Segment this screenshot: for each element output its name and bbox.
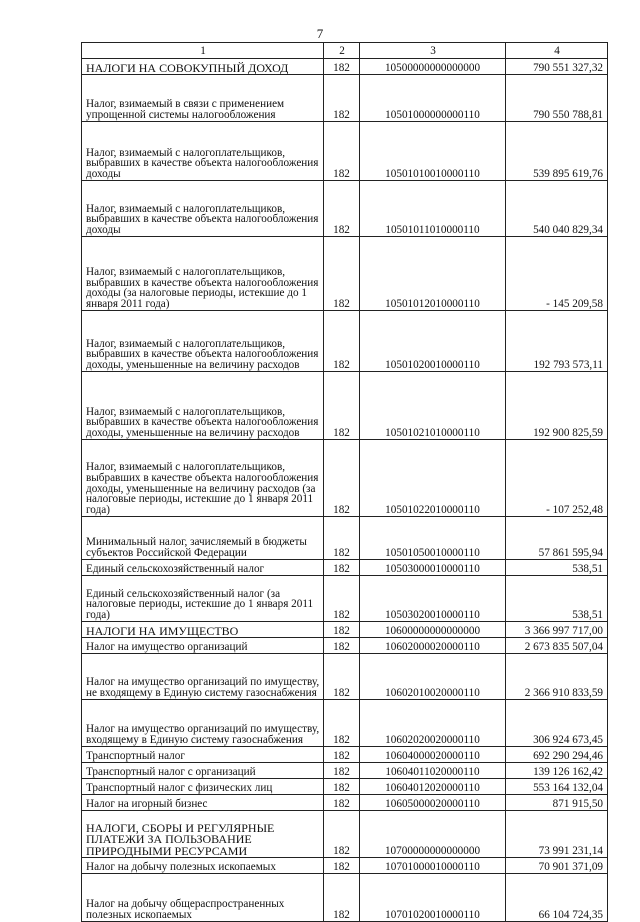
- row-amount: 73 991 231,14: [506, 811, 608, 858]
- header-col-4: 4: [506, 43, 608, 59]
- row-admin-code: 182: [324, 654, 360, 700]
- row-budget-code: 10604000020000110: [360, 747, 506, 763]
- row-admin-code: 182: [324, 311, 360, 372]
- row-amount: 192 900 825,59: [506, 372, 608, 440]
- table-row: [82, 779, 608, 795]
- row-name: Налог на имущество организаций по имуществу, не входящему в Единую систему газоснабжения: [82, 654, 324, 700]
- row-admin-code: 182: [324, 576, 360, 622]
- table-row: [82, 858, 608, 874]
- row-amount: 3 366 997 717,00: [506, 622, 608, 638]
- row-amount: 540 040 829,34: [506, 181, 608, 237]
- row-budget-code: 10602000020000110: [360, 638, 506, 654]
- row-name: НАЛОГИ НА СОВОКУПНЫЙ ДОХОД: [82, 59, 324, 75]
- row-admin-code: 182: [324, 779, 360, 795]
- row-budget-code: 10501022010000110: [360, 440, 506, 517]
- row-budget-code: 10503000010000110: [360, 560, 506, 576]
- row-name: Налог, взимаемый в связи с применением упрощенной системы налогообложения: [82, 75, 324, 122]
- row-name: Налог, взимаемый с налогоплательщиков, выбравших в качестве объекта налогообложения доходы: [82, 122, 324, 181]
- row-admin-code: 182: [324, 181, 360, 237]
- table-row: [82, 700, 608, 747]
- row-budget-code: 10605000020000110: [360, 795, 506, 811]
- row-amount: 553 164 132,04: [506, 779, 608, 795]
- row-admin-code: 182: [324, 560, 360, 576]
- row-budget-code: 10501011010000110: [360, 181, 506, 237]
- row-amount: 790 550 788,81: [506, 75, 608, 122]
- row-admin-code: 182: [324, 763, 360, 779]
- table-row: [82, 122, 608, 181]
- table-row: [82, 874, 608, 922]
- row-name: Единый сельскохозяйственный налог: [82, 560, 324, 576]
- table-row: [82, 747, 608, 763]
- table-row: [82, 311, 608, 372]
- table-row: [82, 811, 608, 858]
- row-name: Транспортный налог с организаций: [82, 763, 324, 779]
- row-amount: 57 861 595,94: [506, 517, 608, 560]
- row-name: Транспортный налог с физических лиц: [82, 779, 324, 795]
- table-row: [82, 763, 608, 779]
- row-budget-code: 10701000010000110: [360, 858, 506, 874]
- row-name: Налог на добычу полезных ископаемых: [82, 858, 324, 874]
- row-admin-code: 182: [324, 75, 360, 122]
- row-admin-code: 182: [324, 795, 360, 811]
- row-admin-code: 182: [324, 440, 360, 517]
- row-budget-code: 10501050010000110: [360, 517, 506, 560]
- row-name: Налог, взимаемый с налогоплательщиков, выбравших в качестве объекта налогообложения доходы, уменьшенные на величину расходов: [82, 372, 324, 440]
- row-amount: - 145 209,58: [506, 237, 608, 311]
- table-row: [82, 622, 608, 638]
- table-row: [82, 181, 608, 237]
- header-col-1: 1: [82, 43, 324, 59]
- row-budget-code: 10501000000000110: [360, 75, 506, 122]
- table-row: [82, 372, 608, 440]
- row-budget-code: 10501012010000110: [360, 237, 506, 311]
- row-admin-code: 182: [324, 858, 360, 874]
- row-amount: 306 924 673,45: [506, 700, 608, 747]
- row-name: Налог на добычу общераспространенных полезных ископаемых: [82, 874, 324, 922]
- row-admin-code: 182: [324, 372, 360, 440]
- revenue-table: [81, 42, 608, 922]
- table-header-row: [82, 43, 608, 59]
- row-name: НАЛОГИ НА ИМУЩЕСТВО: [82, 622, 324, 638]
- row-amount: 2 673 835 507,04: [506, 638, 608, 654]
- row-admin-code: 182: [324, 517, 360, 560]
- row-budget-code: 10602010020000110: [360, 654, 506, 700]
- row-name: Налог, взимаемый с налогоплательщиков, выбравших в качестве объекта налогообложения доходы, уменьшенные на величину расходов: [82, 311, 324, 372]
- table-row: [82, 654, 608, 700]
- row-budget-code: 10701020010000110: [360, 874, 506, 922]
- row-name: Налог, взимаемый с налогоплательщиков, выбравших в качестве объекта налогообложения доходы: [82, 181, 324, 237]
- table-row: [82, 440, 608, 517]
- table-row: [82, 75, 608, 122]
- row-name: Транспортный налог: [82, 747, 324, 763]
- row-admin-code: 182: [324, 622, 360, 638]
- row-name: Единый сельскохозяйственный налог (за налоговые периоды, истекшие до 1 января 2011 года): [82, 576, 324, 622]
- row-amount: 192 793 573,11: [506, 311, 608, 372]
- page-number: 7: [316, 26, 324, 41]
- row-amount: 70 901 371,09: [506, 858, 608, 874]
- table-row: [82, 576, 608, 622]
- row-budget-code: 10604011020000110: [360, 763, 506, 779]
- row-amount: 539 895 619,76: [506, 122, 608, 181]
- row-budget-code: 10501020010000110: [360, 311, 506, 372]
- row-name: Налог на игорный бизнес: [82, 795, 324, 811]
- row-admin-code: 182: [324, 747, 360, 763]
- row-name: Налог, взимаемый с налогоплательщиков, выбравших в качестве объекта налогообложения доходы (за налоговые периоды, истекшие до 1 января 2011 года): [82, 237, 324, 311]
- row-budget-code: 10503020010000110: [360, 576, 506, 622]
- row-amount: 2 366 910 833,59: [506, 654, 608, 700]
- row-admin-code: 182: [324, 874, 360, 922]
- row-amount: 692 290 294,46: [506, 747, 608, 763]
- row-budget-code: 10501010010000110: [360, 122, 506, 181]
- row-amount: 538,51: [506, 560, 608, 576]
- row-admin-code: 182: [324, 638, 360, 654]
- table-row: [82, 237, 608, 311]
- table-row: [82, 59, 608, 75]
- row-amount: 139 126 162,42: [506, 763, 608, 779]
- row-budget-code: 10501021010000110: [360, 372, 506, 440]
- row-budget-code: 10604012020000110: [360, 779, 506, 795]
- header-col-2: 2: [324, 43, 360, 59]
- row-amount: 66 104 724,35: [506, 874, 608, 922]
- table-row: [82, 638, 608, 654]
- row-budget-code: 10602020020000110: [360, 700, 506, 747]
- table-row: [82, 560, 608, 576]
- row-amount: - 107 252,48: [506, 440, 608, 517]
- row-budget-code: 10600000000000000: [360, 622, 506, 638]
- row-name: Налог на имущество организаций по имуществу, входящему в Единую систему газоснабжения: [82, 700, 324, 747]
- row-name: Налог на имущество организаций: [82, 638, 324, 654]
- row-budget-code: 10500000000000000: [360, 59, 506, 75]
- row-admin-code: 182: [324, 59, 360, 75]
- row-admin-code: 182: [324, 237, 360, 311]
- row-admin-code: 182: [324, 811, 360, 858]
- header-col-3: 3: [360, 43, 506, 59]
- row-admin-code: 182: [324, 700, 360, 747]
- row-name: Налог, взимаемый с налогоплательщиков, выбравших в качестве объекта налогообложения доходы, уменьшенные на величину расходов (за налоговые периоды, истекшие до 1 января 2011 года): [82, 440, 324, 517]
- row-name: НАЛОГИ, СБОРЫ И РЕГУЛЯРНЫЕ ПЛАТЕЖИ ЗА ПОЛЬЗОВАНИЕ ПРИРОДНЫМИ РЕСУРСАМИ: [82, 811, 324, 858]
- table-row: [82, 795, 608, 811]
- row-admin-code: 182: [324, 122, 360, 181]
- row-amount: 790 551 327,32: [506, 59, 608, 75]
- row-amount: 538,51: [506, 576, 608, 622]
- row-amount: 871 915,50: [506, 795, 608, 811]
- row-name: Минимальный налог, зачисляемый в бюджеты субъектов Российской Федерации: [82, 517, 324, 560]
- table-row: [82, 517, 608, 560]
- row-budget-code: 10700000000000000: [360, 811, 506, 858]
